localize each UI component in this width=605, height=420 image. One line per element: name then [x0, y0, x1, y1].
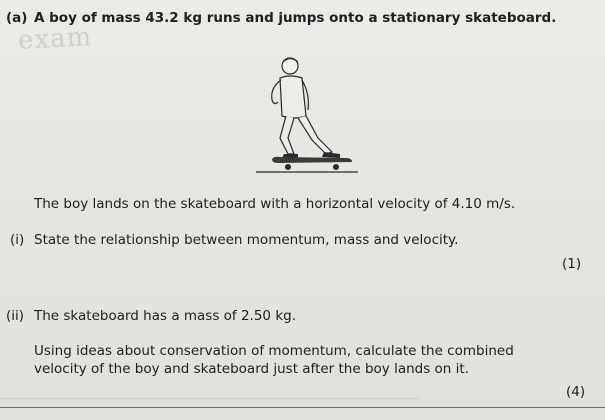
skateboard-wheel-left — [285, 164, 291, 170]
part-ii-label: (ii) — [6, 308, 25, 324]
watermark: exam — [17, 22, 93, 56]
part-ii-text: The skateboard has a mass of 2.50 kg. — [34, 308, 296, 324]
question-a-label: (a) — [6, 10, 28, 26]
part-i-marks: (1) — [562, 256, 582, 272]
boy-left-arm — [272, 80, 281, 104]
part-i-label: (i) — [10, 232, 25, 248]
faint-divider — [0, 398, 420, 399]
bottom-divider — [0, 407, 605, 408]
part-ii-instruction-line2: velocity of the boy and skateboard just after the boy lands on it. — [34, 361, 469, 377]
part-ii-instruction-line1: Using ideas about conservation of momentum, calculate the combined — [34, 343, 514, 359]
skateboard-wheel-right — [333, 164, 339, 170]
part-i-text: State the relationship between momentum, mass and velocity. — [34, 232, 459, 248]
boy-shirt — [280, 76, 306, 118]
landing-text: The boy lands on the skateboard with a horizontal velocity of 4.10 m/s. — [34, 196, 516, 212]
boy-right-leg — [298, 116, 332, 154]
boy-right-shoe — [322, 152, 340, 158]
question-a-stem: A boy of mass 43.2 kg runs and jumps onto a stationary skateboard. — [34, 10, 557, 26]
part-ii-marks: (4) — [566, 384, 586, 400]
boy-left-leg — [280, 116, 294, 154]
boy-on-skateboard-illustration — [250, 54, 360, 179]
